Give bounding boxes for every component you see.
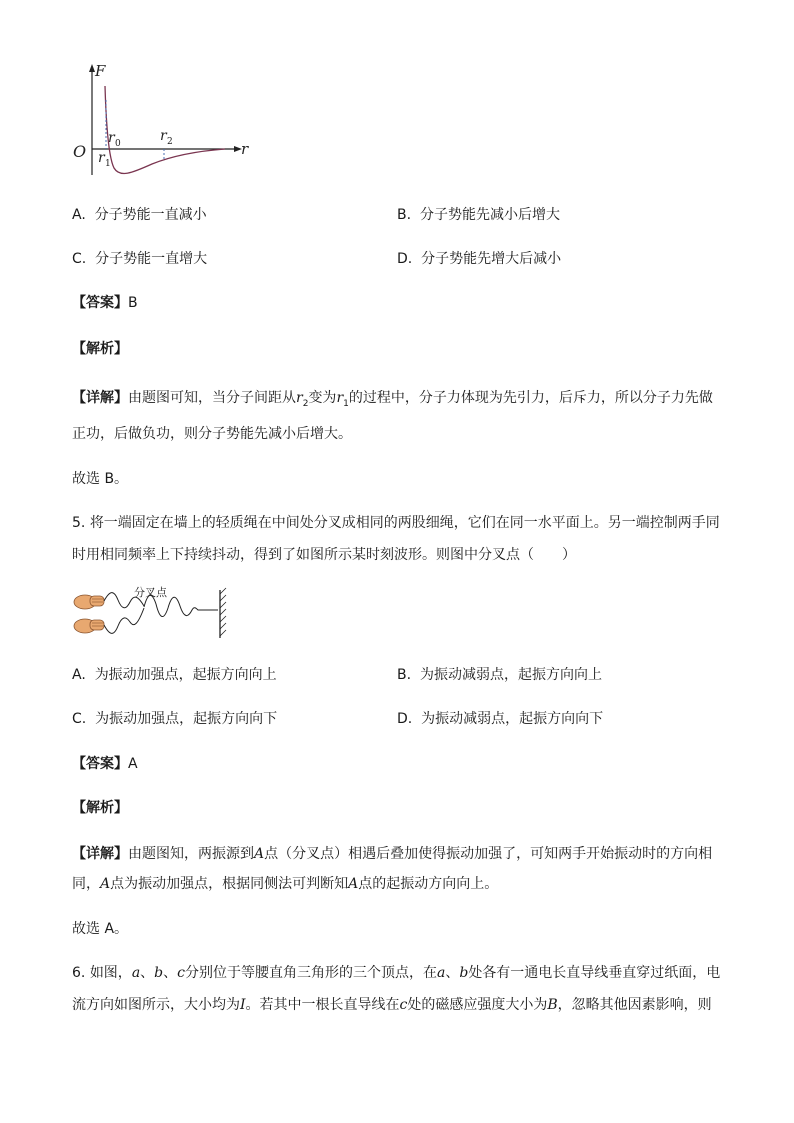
q6-stem-line1: 6. 如图，a、b、c分别位于等腰直角三角形的三个顶点，在a、b处各有一通电长直导线垂直穿过纸面，电 (72, 965, 721, 981)
q5-answer: 【答案】A (72, 756, 138, 772)
bottom-rope (104, 608, 144, 633)
q5-detail-line1: 【详解】由题图知，两振源到A点（分叉点）相遇后叠加使得振动加强了，可知两手开始振动时的方向相 (72, 846, 713, 862)
q4-analysis-tag: 【解析】 (72, 341, 128, 357)
fork-point-label: 分叉点 (134, 586, 167, 599)
r0-label: r (108, 130, 115, 146)
r1-label: r (98, 150, 105, 166)
r2-label: r (160, 128, 167, 144)
q4-answer: 【答案】B (72, 295, 138, 311)
y-label: F (95, 62, 106, 80)
q5-detail-line2: 同，A点为振动加强点，根据同侧法可判断知A点的起振动方向向上。 (72, 876, 499, 892)
q4-option-c: C. 分子势能一直增大 (72, 251, 208, 267)
q5-conclusion: 故选 A。 (72, 921, 129, 937)
q4-detail-line1: 【详解】由题图可知，当分子间距从$r_2$变为$r_1$的过程中，分子力体现为先引力，后斥力，所以分子力先做 (72, 390, 713, 409)
q4-option-b: B. 分子势能先减小后增大 (397, 207, 560, 223)
bottom-hand-icon (74, 619, 104, 633)
r0-sub: 0 (115, 139, 121, 149)
rope-wave-figure (70, 582, 240, 644)
wall-hatch (220, 588, 226, 636)
x-label: r (241, 140, 249, 158)
r2-sub: 2 (167, 137, 173, 147)
q6-stem-line2: 流方向如图所示，大小均为I。若其中一根长直导线在c处的磁感应强度大小为B，忽略其他因素影响，则 (72, 997, 712, 1013)
top-hand-icon (74, 595, 104, 609)
q5-option-c: C. 为振动加强点，起振方向向下 (72, 711, 278, 727)
q5-option-a: A. 为振动加强点，起振方向向上 (72, 667, 277, 683)
q5-analysis-tag: 【解析】 (72, 800, 128, 816)
q4-conclusion: 故选 B。 (72, 471, 129, 487)
q5-option-b: B. 为振动减弱点，起振方向向上 (397, 667, 602, 683)
force-distance-graph (70, 60, 260, 180)
q4-option-d: D. 分子势能先增大后减小 (397, 251, 562, 267)
q5-stem-line1: 5. 将一端固定在墙上的轻质绳在中间处分叉成相同的两股细绳，它们在同一水平面上。另一端控制两手同 (72, 515, 720, 531)
q5-option-d: D. 为振动减弱点，起振方向向下 (397, 711, 604, 727)
q4-option-a: A. 分子势能一直减小 (72, 207, 207, 223)
origin-label: O (73, 142, 87, 161)
q5-stem-line2: 时用相同频率上下持续抖动，得到了如图所示某时刻波形。则图中分叉点（ ） (72, 547, 576, 563)
q4-detail-line2: 正功，后做负功，则分子势能先减小后增大。 (72, 426, 352, 442)
r1-sub: 1 (105, 159, 111, 169)
